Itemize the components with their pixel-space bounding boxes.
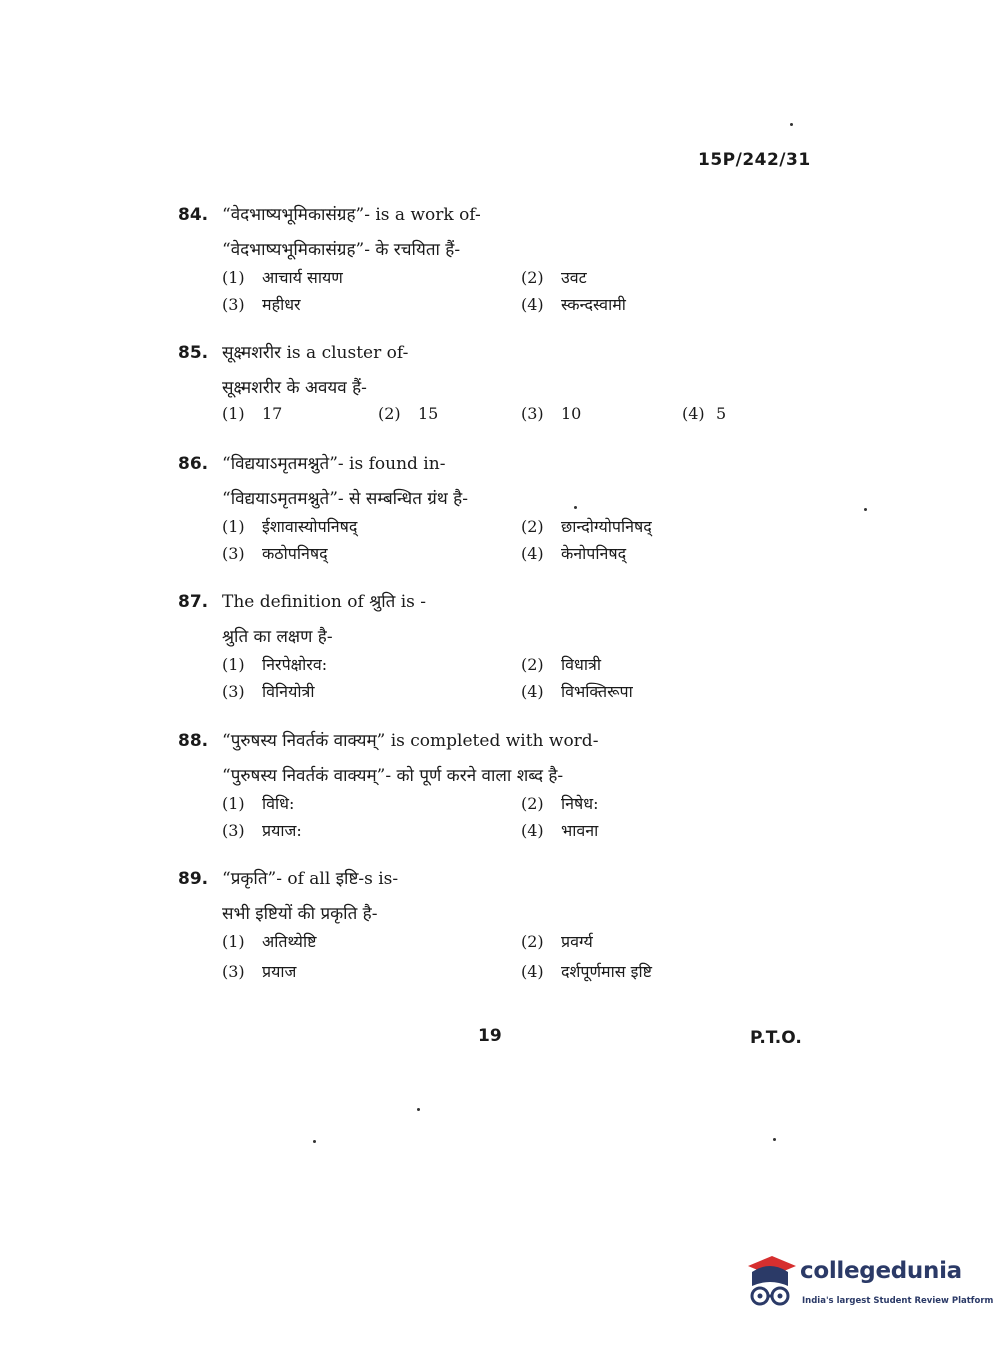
question-86 [178,452,778,569]
option-3: (3) कठोपनिषद् [222,544,328,563]
question-89 [178,867,778,987]
question-85 [178,341,778,431]
question-text-hi: सभी इष्टियों की प्रकृति है- [222,904,378,924]
option-4: (4) 5 [682,404,727,423]
question-number: 85. [178,343,209,363]
collegedunia-logo [742,1252,994,1322]
scan-speck [417,1108,420,1111]
option-2: (2) निषेध: [521,794,599,813]
question-88 [178,729,778,846]
option-1: (1) विधि: [222,794,295,813]
option-2: (2) छान्दोग्योपनिषद् [521,517,652,536]
question-text-en: “विद्ययाऽमृतमश्नुते”- is found in- [222,454,446,474]
paper-code: 15P/242/31 [698,150,811,170]
options [222,930,778,987]
options [222,404,778,431]
option-2: (2) प्रवर्ग्य [521,932,593,951]
logo-tagline: India's largest Student Review Platform [802,1296,994,1306]
question-84 [178,203,778,320]
question-text-hi: “वेदभाष्यभूमिकासंग्रह”- के रचयिता हैं- [222,240,461,260]
logo-wordmark: collegedunia [800,1258,962,1284]
option-4: (4) भावना [521,821,599,840]
question-number: 84. [178,205,209,225]
option-1: (1) अतिथ्येष्टि [222,932,317,951]
option-1: (1) ईशावास्योपनिषद् [222,517,358,536]
question-text-hi: सूक्ष्मशरीर के अवयव हैं- [222,378,367,398]
option-2: (2) विधात्री [521,655,602,674]
option-4: (4) केनोपनिषद् [521,544,627,563]
options [222,792,778,846]
scan-speck [790,123,793,126]
mascot-icon [742,1252,798,1314]
option-4: (4) स्कन्दस्वामी [521,295,626,314]
question-number: 89. [178,869,209,889]
options [222,653,778,707]
option-3: (3) 10 [521,404,582,423]
option-1: (1) निरपेक्षोरव: [222,655,328,674]
scan-speck [313,1140,316,1143]
scan-speck [773,1138,776,1141]
question-number: 87. [178,592,209,612]
question-text-hi: श्रुति का लक्षण है- [222,627,333,647]
question-number: 88. [178,731,209,751]
option-3: (3) महीधर [222,295,301,314]
question-87 [178,590,778,707]
scan-speck [864,508,867,511]
option-2: (2) उवट [521,268,587,287]
question-text-en: “वेदभाष्यभूमिकासंग्रह”- is a work of- [222,205,481,225]
question-text-en: “प्रकृति”- of all इष्टि-s is- [222,869,399,889]
option-4: (4) दर्शपूर्णमास इष्टि [521,962,652,981]
option-3: (3) विनियोत्री [222,682,315,701]
option-1: (1) आचार्य सायण [222,268,343,287]
question-text-en: The definition of श्रुति is - [222,592,427,612]
options [222,515,778,569]
option-4: (4) विभक्तिरूपा [521,682,633,701]
scan-speck [574,506,577,509]
option-2: (2) 15 [378,404,439,423]
option-1: (1) 17 [222,404,283,423]
question-number: 86. [178,454,209,474]
options [222,266,778,320]
option-3: (3) प्रयाज: [222,821,302,840]
question-text-hi: “विद्ययाऽमृतमश्नुते”- से सम्बन्धित ग्रंथ है- [222,489,468,509]
page-number: 19 [478,1026,502,1046]
question-text-en: “पुरुषस्य निवर्तकं वाक्यम्” is completed with word- [222,731,599,751]
question-text-hi: “पुरुषस्य निवर्तकं वाक्यम्”- को पूर्ण करने वाला शब्द है- [222,766,564,786]
please-turn-over: P.T.O. [750,1028,802,1048]
question-text-en: सूक्ष्मशरीर is a cluster of- [222,343,409,363]
option-3: (3) प्रयाज [222,962,297,981]
